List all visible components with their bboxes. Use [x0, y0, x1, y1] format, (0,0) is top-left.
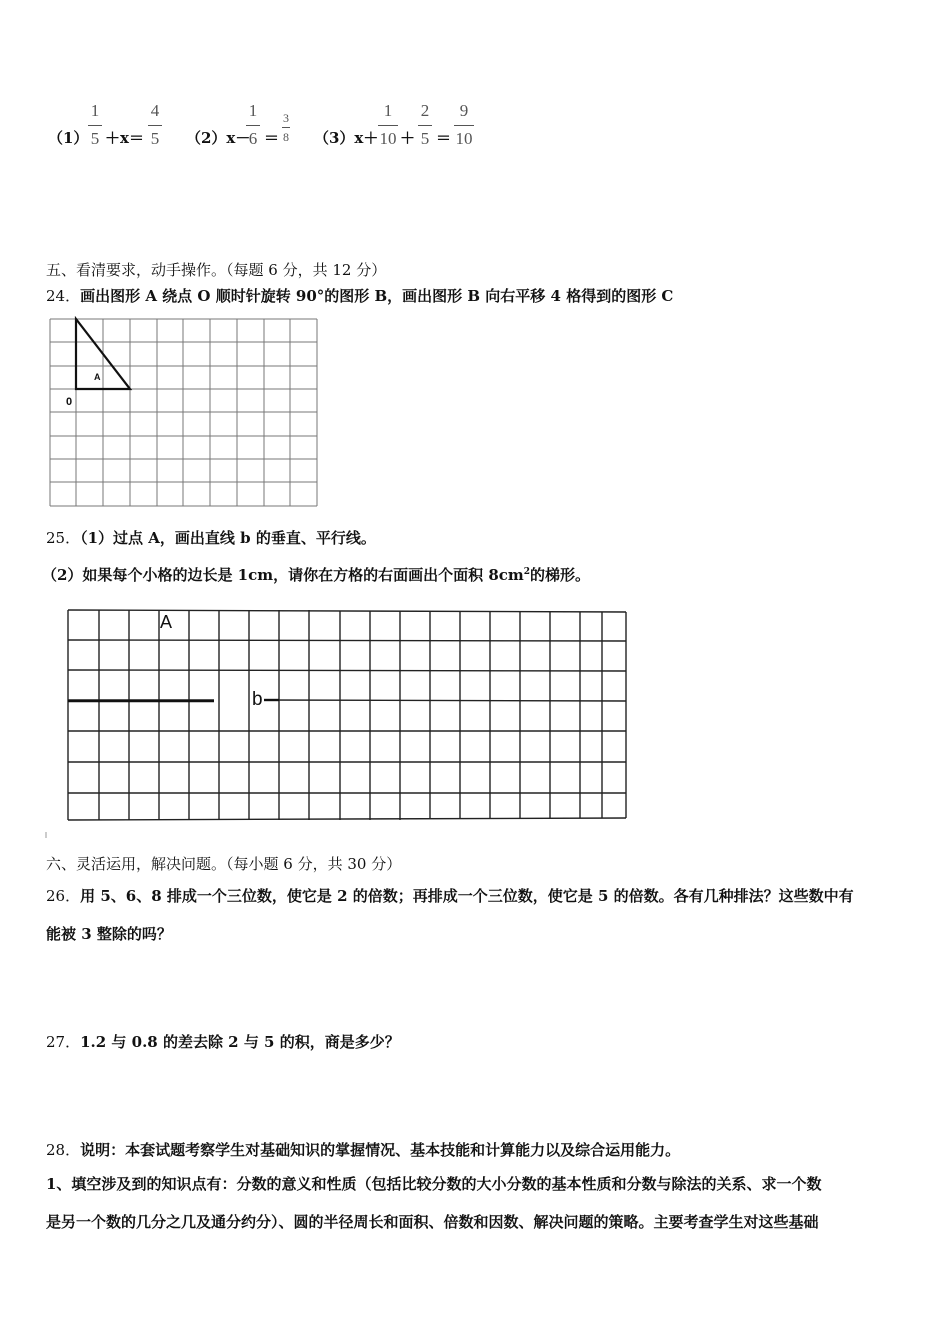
rotation-grid	[46, 316, 322, 510]
question-text: 用 5、6、8 排成一个三位数，使它是 2 的倍数；再排成一个三位数，使它是 5 的倍数。各有几种排法？这些数中有	[80, 887, 854, 905]
denominator: 10	[379, 129, 397, 148]
section-5-heading: 五、看清要求，动手操作。（每题 6 分，共 12 分）	[46, 261, 387, 279]
equation-label: （3）x＋	[314, 129, 379, 147]
grid-label-a: A	[94, 372, 101, 382]
fraction	[88, 102, 102, 148]
equation-operator: ＋	[400, 129, 416, 147]
explanation-line-2: 是另一个数的几分之几及通分约分）、圆的半径周长和面积、倍数和因数、解决问题的策略。主要考查学生对这些基础	[46, 1213, 819, 1231]
question-text: （2）如果每个小格的边长是 1cm，请你在方格的右面画出个面积 8cm	[42, 566, 524, 584]
question-number: 27．	[46, 1033, 81, 1051]
fraction	[418, 102, 432, 148]
equation-label: （1）	[48, 129, 89, 147]
numerator: 1	[383, 101, 393, 120]
question-26-line-1	[46, 886, 854, 906]
equation-label: （2）x－	[186, 129, 251, 147]
question-27	[46, 1032, 400, 1052]
question-text: （1）过点 A，画出直线 b 的垂直、平行线。	[80, 529, 376, 547]
question-text: 的梯形。	[530, 566, 591, 584]
numerator: 9	[459, 101, 469, 120]
denominator: 5	[420, 129, 430, 148]
question-26-line-2: 能被 3 整除的吗？	[46, 925, 172, 943]
equation-operator: ＝	[436, 129, 452, 147]
equation-operator: ＋x＝	[105, 129, 144, 147]
question-number: 28．	[46, 1141, 81, 1159]
question-number: 26．	[46, 887, 81, 905]
question-28	[46, 1140, 680, 1160]
numerator: 1	[90, 101, 100, 120]
trapezoid-grid	[44, 600, 636, 840]
denominator: 5	[150, 129, 160, 148]
denominator: 10	[455, 129, 473, 148]
question-25-part-1	[46, 528, 376, 548]
question-text: 画出图形 A 绕点 O 顺时针旋转 90°的图形 B，画出图形 B 向右平移 4 格得到的图形 C	[80, 287, 674, 305]
section-6-heading: 六、灵活运用，解决问题。（每小题 6 分，共 30 分）	[46, 855, 402, 873]
denominator: 8	[283, 130, 289, 144]
fraction	[378, 102, 398, 148]
numerator: 4	[150, 101, 160, 120]
fraction	[148, 102, 162, 148]
fraction	[246, 102, 260, 148]
numerator: 2	[420, 101, 430, 120]
grid-label-a: A	[160, 612, 173, 632]
question-number: 24．	[46, 287, 81, 305]
question-text: 1.2 与 0.8 的差去除 2 与 5 的积，商是多少？	[80, 1033, 400, 1051]
explanation-line-1: 1、填空涉及到的知识点有：分数的意义和性质（包括比较分数的大小分数的基本性质和分数与除法的关系、求一个数	[46, 1175, 822, 1193]
question-25-part-2	[42, 562, 590, 585]
question-number: 25．	[46, 529, 81, 547]
fraction	[282, 112, 290, 143]
line-label-b: b	[252, 689, 263, 710]
grid-label-o: 0	[66, 396, 73, 408]
numerator: 3	[283, 111, 289, 125]
fraction	[454, 102, 474, 148]
denominator: 6	[248, 129, 258, 148]
superscript: 2	[523, 567, 531, 577]
question-text: 说明：本套试题考察学生对基础知识的掌握情况、基本技能和计算能力以及综合运用能力。	[80, 1141, 681, 1159]
question-24	[46, 286, 673, 306]
numerator: 1	[248, 101, 258, 120]
denominator: 5	[90, 129, 100, 148]
equation-operator: ＝	[264, 129, 280, 147]
